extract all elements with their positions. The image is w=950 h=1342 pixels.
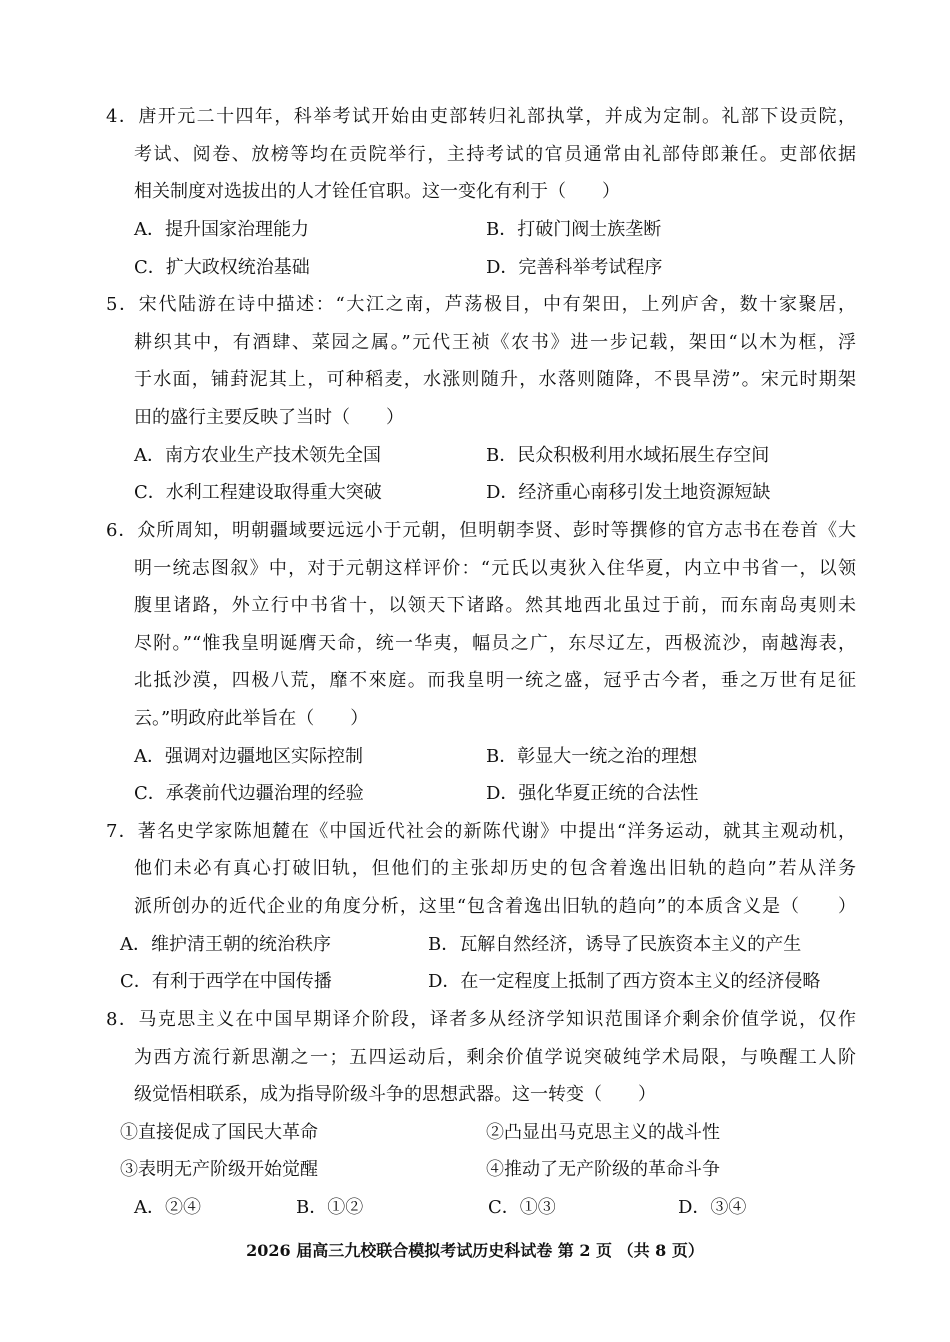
q4-option-b: B．打破门阀士族垄断 bbox=[486, 219, 662, 240]
q6-stem-line-2: 明一统志图叙》中，对于元朝这样评价：“元氏以夷狄入住华夏，内立中书省一，以领 bbox=[134, 558, 856, 579]
q5-stem-line-3: 于水面，铺葑泥其上，可种稻麦，水涨则随升，水落则随降，不畏旱涝”。宋元时期架 bbox=[134, 369, 856, 390]
q4-option-d: D．完善科举考试程序 bbox=[486, 257, 663, 278]
q7-stem-line-1: 7．著名史学家陈旭麓在《中国近代社会的新陈代谢》中提出“洋务运动，就其主观动机， bbox=[106, 821, 856, 842]
q5-option-d: D．经济重心南移引发土地资源短缺 bbox=[486, 482, 771, 503]
q6-option-d: D．强化华夏正统的合法性 bbox=[486, 783, 699, 804]
q5-option-a: A．南方农业生产技术领先全国 bbox=[134, 445, 381, 466]
q8-option-a: A．②④ bbox=[134, 1197, 201, 1218]
q8-stem-line-3: 级觉悟相联系，成为指导阶级斗争的思想武器。这一转变（ ） bbox=[134, 1084, 656, 1105]
page-footer: 2026 届高三九校联合模拟考试历史科试卷 第 2 页 （共 8 页） bbox=[246, 1241, 704, 1260]
q6-stem-line-4: 尽附。”“惟我皇明诞膺天命，统一华夷，幅员之广，东尽辽左，西极流沙，南越海表， bbox=[134, 633, 856, 654]
q8-option-d: D．③④ bbox=[678, 1197, 747, 1218]
q4-option-c: C．扩大政权统治基础 bbox=[134, 257, 310, 278]
q4-stem-line-2: 考试、阅卷、放榜等均在贡院举行，主持考试的官员通常由礼部侍郎兼任。吏部依据 bbox=[134, 144, 856, 165]
q5-stem-line-1: 5．宋代陆游在诗中描述：“大江之南，芦荡极目，中有架田，上列庐舍，数十家聚居， bbox=[106, 294, 856, 315]
q7-option-a: A．维护清王朝的统治秩序 bbox=[120, 934, 331, 955]
q8-option-b: B．①② bbox=[296, 1197, 364, 1218]
q5-option-c: C．水利工程建设取得重大突破 bbox=[134, 482, 382, 503]
q6-stem-line-3: 腹里诸路，外立行中书省十，以领天下诸路。然其地西北虽过于前，而东南岛夷则未 bbox=[134, 595, 856, 616]
q4-stem-line-3: 相关制度对选拔出的人才铨任官职。这一变化有利于（ ） bbox=[134, 181, 620, 202]
q5-stem-line-2: 耕织其中，有酒肆、菜园之属。”元代王祯《农书》进一步记载，架田“以木为框，浮 bbox=[134, 332, 856, 353]
q6-option-b: B．彰显大一统之治的理想 bbox=[486, 746, 698, 767]
q6-stem-line-1: 6．众所周知，明朝疆域要远远小于元朝，但明朝李贤、彭时等撰修的官方志书在卷首《大 bbox=[106, 520, 856, 541]
q6-stem-line-5: 北抵沙漠，四极八荒，靡不來庭。而我皇明一统之盛，冠乎古今者，垂之万世有足征 bbox=[134, 670, 856, 691]
q7-option-c: C．有利于西学在中国传播 bbox=[120, 971, 332, 992]
q6-stem-line-6: 云。”明政府此举旨在（ ） bbox=[134, 708, 369, 729]
q5-stem-line-4: 田的盛行主要反映了当时（ ） bbox=[134, 407, 404, 428]
q7-option-b: B．瓦解自然经济，诱导了民族资本主义的产生 bbox=[428, 934, 802, 955]
q7-stem-line-2: 他们未必有真心打破旧轨，但他们的主张却历史的包含着逸出旧轨的趋向”若从洋务 bbox=[134, 858, 856, 879]
q8-statement-3: ③表明无产阶级开始觉醒 bbox=[120, 1159, 318, 1180]
q4-option-a: A．提升国家治理能力 bbox=[134, 219, 309, 240]
q8-stem-line-1: 8．马克思主义在中国早期译介阶段，译者多从经济学知识范围译介剩余价值学说，仅作 bbox=[106, 1009, 856, 1030]
q8-statement-2: ②凸显出马克思主义的战斗性 bbox=[486, 1122, 720, 1143]
q8-option-c: C．①③ bbox=[488, 1197, 556, 1218]
q6-option-c: C．承袭前代边疆治理的经验 bbox=[134, 783, 364, 804]
q8-stem-line-2: 为西方流行新思潮之一；五四运动后，剩余价值学说突破纯学术局限，与唤醒工人阶 bbox=[134, 1047, 856, 1068]
q7-stem-line-3: 派所创办的近代企业的角度分析，这里“包含着逸出旧轨的趋向”的本质含义是（ ） bbox=[134, 896, 856, 917]
q7-option-d: D．在一定程度上抵制了西方资本主义的经济侵略 bbox=[428, 971, 821, 992]
q4-stem-line-1: 4．唐开元二十四年，科举考试开始由吏部转归礼部执掌，并成为定制。礼部下设贡院， bbox=[106, 106, 856, 127]
q8-statement-4: ④推动了无产阶级的革命斗争 bbox=[486, 1159, 720, 1180]
q8-statement-1: ①直接促成了国民大革命 bbox=[120, 1122, 318, 1143]
q5-option-b: B．民众积极利用水域拓展生存空间 bbox=[486, 445, 770, 466]
q6-option-a: A．强调对边疆地区实际控制 bbox=[134, 746, 363, 767]
